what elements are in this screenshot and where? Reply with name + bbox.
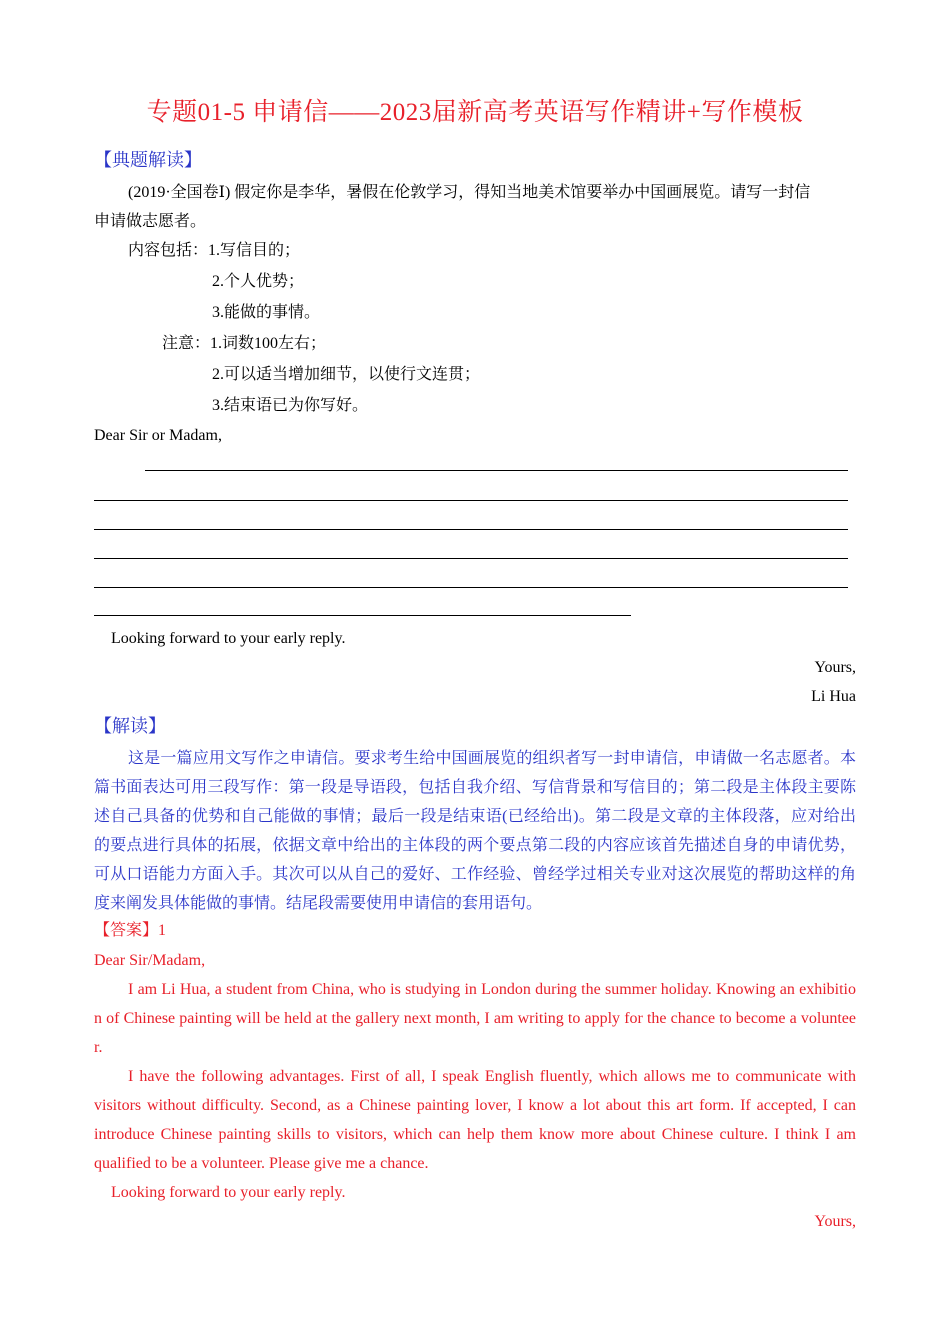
letter-signature: Li Hua (811, 688, 856, 705)
writing-line-2 (94, 500, 848, 501)
writing-line-5 (94, 587, 848, 588)
page-title: 专题01-5 申请信——2023届新高考英语写作精讲+写作模板 (146, 99, 804, 126)
prompt-line-1: (2019·全国卷Ⅰ) 假定你是李华，暑假在伦敦学习，得知当地美术馆要举办中国画展览。请写一封信 (128, 184, 811, 201)
writing-line-4 (94, 558, 848, 559)
writing-line-6 (94, 615, 631, 616)
writing-line-3 (94, 529, 848, 530)
note-3: 3.结束语已为你写好。 (212, 397, 369, 414)
note-1: 注意：1.词数100左右； (162, 335, 327, 352)
content-requirement-3: 3.能做的事情。 (212, 304, 321, 321)
content-requirement-1: 内容包括：1.写信目的； (128, 242, 301, 259)
answer-paragraph-1: I am Li Hua, a student from China, who is studying in London during the summer holiday. Knowing an exhibition of Chinese painting will be held at the gallery next month, I am writing to apply for the chance to become a volunteer. (94, 981, 856, 1056)
letter-closing: Looking forward to your early reply. (111, 630, 346, 647)
writing-line-1 (145, 470, 848, 471)
section-heading-analysis: 【解读】 (94, 716, 166, 736)
answer-yours: Yours, (814, 1213, 856, 1230)
answer-paragraph-2: I have the following advantages. First of all, I speak English fluently, which allows me to communicate with visitors without difficulty. Second, as a Chinese painting lover, I know a lot about this art form. If accepted, I can introduce Chinese painting skills to visitors, which can help them know more about Chinese culture. I think I am qualified to be a volunteer. Please give me a chance. (94, 1068, 856, 1172)
section-heading-answer: 【答案】1 (94, 922, 167, 939)
content-requirement-2: 2.个人优势； (212, 273, 305, 290)
section-heading-typical-question: 【典题解读】 (94, 150, 202, 170)
letter-yours: Yours, (814, 659, 856, 676)
note-2: 2.可以适当增加细节，以使行文连贯； (212, 366, 481, 383)
letter-salutation: Dear Sir or Madam, (94, 427, 222, 444)
analysis-paragraph: 这是一篇应用文写作之申请信。要求考生给中国画展览的组织者写一封申请信，申请做一名志愿者。本篇书面表达可用三段写作：第一段是导语段，包括自我介绍、写信背景和写信目的；第二段是主体段主要陈述自己具备的优势和自己能做的事情；最后一段是结束语(已经给出)。第二段是文章的主体段落，应对给出的要点进行具体的拓展，依据文章中给出的主体段的两个要点第二段的内容应该首先描述自身的申请优势，可从口语能力方面入手。其次可以从自己的爱好、工作经验、曾经学过相关专业对这次展览的帮助这样的角度来阐发具体能做的事情。结尾段需要使用申请信的套用语句。 (94, 750, 856, 912)
prompt-line-2: 申请做志愿者。 (94, 213, 207, 230)
answer-salutation: Dear Sir/Madam, (94, 952, 206, 969)
answer-closing: Looking forward to your early reply. (111, 1184, 346, 1201)
